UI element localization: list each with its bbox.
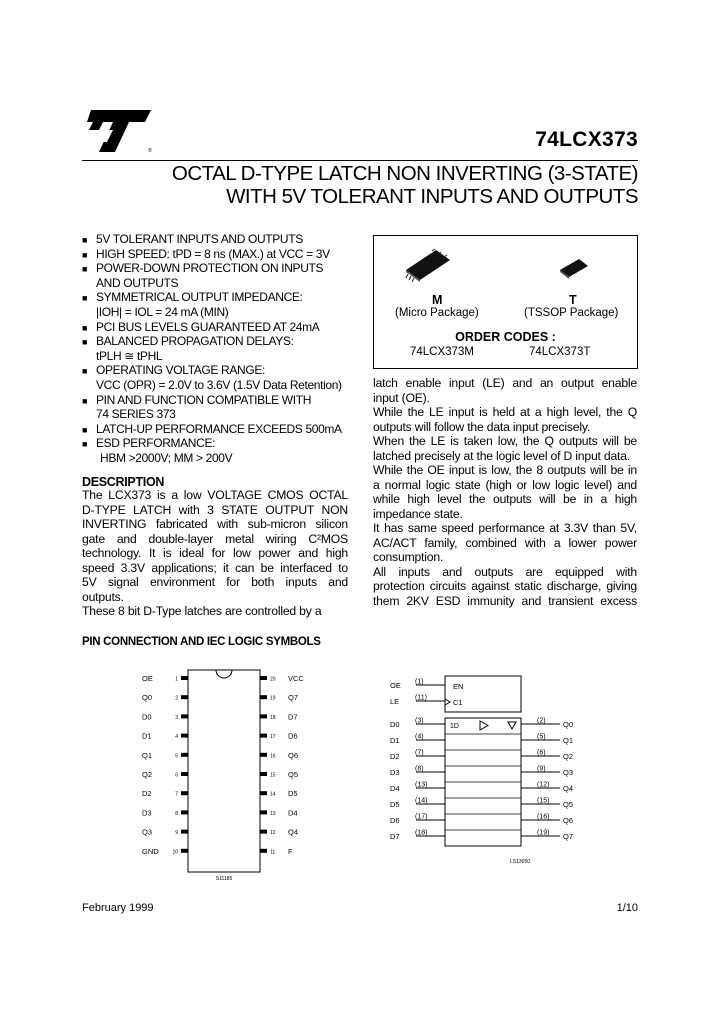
iec-input-label: D5 — [390, 800, 400, 809]
feature-text: OPERATING VOLTAGE RANGE: — [96, 363, 265, 378]
description-line: impedance state. — [373, 506, 463, 521]
dip-left-label: Q1 — [142, 750, 153, 760]
iec-output-label: Q2 — [563, 752, 574, 761]
bullet-icon: ■ — [82, 366, 88, 377]
description-line: protection circuits against static discharge, giving — [373, 579, 637, 593]
footer-page-number: 1/10 — [616, 902, 638, 914]
dip-right-label: D4 — [288, 808, 298, 818]
description-line: 5V signal environment for both inputs and — [82, 575, 348, 589]
order-codes-title: ORDER CODES : — [455, 330, 556, 344]
dip-right-label: Q4 — [288, 827, 299, 837]
dip-left-number: 3 — [175, 714, 178, 721]
description-line: All inputs and outputs are equipped with — [373, 564, 637, 579]
iec-output-number: (19) — [537, 829, 550, 837]
clock-icon — [445, 699, 450, 705]
package-box — [373, 235, 638, 369]
order-code-t: 74LCX373T — [529, 346, 591, 358]
feature-item — [82, 436, 372, 451]
iec-output-number: (15) — [537, 797, 550, 805]
iec-c1-label: C1 — [453, 698, 463, 707]
dip-left-label: OE — [142, 674, 153, 683]
dip-left-number: 1 — [175, 676, 178, 683]
iec-input-label: D0 — [390, 720, 400, 729]
dip-left-number: 10 — [172, 849, 178, 856]
dip-pin-left — [181, 849, 188, 853]
description-line: gate and double-layer metal wiring C²MOS — [82, 531, 348, 546]
description-line: While the OE input is low, the 8 outputs will be in — [373, 463, 637, 477]
description-line: input (OE). — [373, 390, 430, 405]
dip-pin-left — [181, 753, 188, 757]
iec-input-number: (4) — [415, 733, 424, 741]
st-logo — [85, 108, 157, 154]
dip-right-number: 19 — [270, 695, 276, 702]
dip-right-number: 13 — [270, 810, 276, 817]
feature-continuation: VCC (OPR) = 2.0V to 3.6V (1.5V Data Retention) — [96, 377, 342, 392]
feature-text: LATCH-UP PERFORMANCE EXCEEDS 500mA — [96, 421, 342, 436]
iec-input-number: (11) — [415, 694, 427, 702]
feature-item — [82, 334, 372, 349]
description-line: latched precisely at the logic level of D input data. — [373, 448, 631, 463]
bullet-icon: ■ — [82, 395, 88, 406]
dip-right-number: 15 — [270, 772, 276, 779]
iec-output-number: (6) — [537, 749, 546, 757]
feature-item — [82, 290, 372, 305]
iec-input-label: D7 — [390, 832, 400, 841]
iec-input-number: (8) — [415, 765, 424, 773]
svg-text:®: ® — [148, 148, 152, 154]
iec-input-number: (14) — [415, 797, 428, 805]
dip-pin-right — [260, 830, 267, 834]
dip-right-label: D5 — [288, 789, 298, 799]
dip-pin-left — [181, 714, 188, 718]
dip-right-label: Q7 — [288, 693, 299, 703]
dip-right-label: Q6 — [288, 750, 299, 760]
description-line: D-TYPE LATCH with 3 STATE OUTPUT NON — [82, 502, 348, 517]
dip-right-label: D6 — [288, 731, 298, 741]
description-line: It has same speed performance at 3.3V than 5V, — [373, 521, 637, 535]
pin-connection-heading: PIN CONNECTION AND IEC LOGIC SYMBOLS — [82, 636, 321, 648]
dip-notch — [216, 670, 232, 678]
dip-left-label: D1 — [142, 731, 152, 741]
title-line-1: OCTAL D-TYPE LATCH NON INVERTING (3-STATE) — [171, 162, 638, 185]
description-line: AC/ACT family, combined with a lower power — [373, 535, 637, 550]
dip-left-number: 4 — [175, 734, 178, 741]
iec-output-label: Q5 — [563, 800, 574, 809]
iec-output-label: Q0 — [563, 720, 574, 729]
buffer-triangle-icon — [480, 721, 488, 730]
dip-pin-left — [181, 695, 188, 699]
dip-left-label: Q0 — [142, 693, 153, 703]
footer-date: February 1999 — [82, 902, 154, 914]
iec-input-label: OE — [390, 681, 401, 690]
description-line: latch enable input (LE) and an output enable — [373, 376, 637, 390]
description-line: speed 3.3V applications; it can be interfaced to — [82, 560, 348, 575]
iec-output-number: (2) — [537, 717, 546, 725]
iec-input-number: (7) — [415, 749, 424, 757]
package-t-name: (TSSOP Package) — [524, 307, 619, 319]
description-line: When the LE is taken low, the Q outputs will be — [373, 434, 637, 448]
tssop-package-chip-icon — [557, 256, 591, 282]
dip-pin-right — [260, 810, 267, 814]
feature-text: SYMMETRICAL OUTPUT IMPEDANCE: — [96, 290, 303, 305]
dip-right-number: 18 — [270, 714, 276, 721]
dip-body — [188, 670, 260, 872]
bullet-icon: ■ — [82, 322, 88, 333]
feature-list — [82, 232, 372, 466]
dip-left-number: 7 — [175, 791, 178, 798]
iec-en-label: EN — [453, 682, 464, 691]
dip-pin-right — [260, 772, 267, 776]
feature-continuation: AND OUTPUTS — [96, 275, 179, 290]
iec-caption: LS13050 — [509, 859, 531, 865]
header-rule — [82, 160, 638, 161]
iec-output-label: Q1 — [563, 736, 574, 745]
dip-pin-left — [181, 830, 188, 834]
iec-output-number: (9) — [537, 765, 546, 773]
so-package-chip-icon — [402, 248, 454, 284]
feature-continuation: |IOH| = IOL = 24 mA (MIN) — [96, 304, 229, 319]
dip-pin-left — [181, 676, 188, 680]
dip-left-label: GND — [142, 846, 159, 856]
dip-left-label: D0 — [142, 712, 152, 722]
iec-output-label: Q4 — [563, 784, 574, 793]
dip-pin-right — [260, 753, 267, 757]
description-line: them 2KV ESD immunity and transient excess — [373, 593, 637, 608]
iec-output-label: Q7 — [563, 832, 574, 841]
dip-right-number: 20 — [270, 676, 276, 683]
dip-pin-right — [260, 791, 267, 795]
dip-pin-diagram — [140, 666, 320, 886]
dip-left-number: 8 — [175, 810, 178, 817]
dip-pin-right — [260, 734, 267, 738]
dip-right-number: 14 — [270, 791, 276, 798]
description-left-column — [82, 488, 348, 619]
package-m-name: (Micro Package) — [395, 307, 479, 319]
dip-right-label: VCC — [288, 674, 304, 683]
feature-text: PIN AND FUNCTION COMPATIBLE WITH — [96, 392, 312, 407]
dip-right-number: 12 — [270, 830, 276, 837]
iec-input-number: (3) — [415, 717, 424, 725]
dip-pin-left — [181, 810, 188, 814]
feature-item — [82, 422, 372, 437]
bullet-icon: ■ — [82, 337, 88, 348]
iec-input-label: LE — [390, 697, 400, 706]
order-code-m: 74LCX373M — [410, 346, 474, 358]
feature-text: HIGH SPEED: tPD = 8 ns (MAX.) at VCC = 3V — [96, 246, 330, 261]
dip-pin-right — [260, 676, 267, 680]
description-line: The LCX373 is a low VOLTAGE CMOS OCTAL — [82, 488, 348, 502]
dip-left-number: 5 — [175, 753, 178, 760]
description-right-column — [373, 376, 637, 608]
feature-item — [82, 363, 372, 378]
feature-text: PCI BUS LEVELS GUARANTEED AT 24mA — [96, 319, 320, 334]
three-state-icon — [508, 722, 516, 729]
bullet-icon: ■ — [82, 293, 88, 304]
bullet-icon: ■ — [82, 424, 88, 435]
iec-input-number: (13) — [415, 781, 428, 789]
bullet-icon: ■ — [82, 249, 88, 260]
description-line: While the LE input is held at a high level, the Q — [373, 405, 637, 419]
iec-1d-label: 1D — [450, 723, 459, 730]
iec-output-label: Q3 — [563, 768, 574, 777]
description-line: outputs will follow the data input precisely. — [373, 419, 591, 434]
iec-input-label: D1 — [390, 736, 400, 745]
dip-right-label: F — [288, 846, 293, 856]
description-line: a normal logic state (high or low logic level) and — [373, 477, 637, 492]
dip-right-label: D7 — [288, 712, 298, 722]
iec-input-number: (17) — [415, 813, 428, 821]
dip-pin-right — [260, 849, 267, 853]
bullet-icon: ■ — [82, 439, 88, 450]
dip-pin-left — [181, 772, 188, 776]
feature-continuation: tPLH ≅ tPHL — [96, 348, 163, 363]
dip-pin-left — [181, 734, 188, 738]
dip-left-label: D3 — [142, 808, 152, 818]
iec-logic-symbol — [370, 668, 600, 888]
title-line-2: WITH 5V TOLERANT INPUTS AND OUTPUTS — [226, 185, 638, 208]
iec-output-number: (12) — [537, 781, 550, 789]
iec-input-label: D6 — [390, 816, 400, 825]
feature-continuation: HBM >2000V; MM > 200V — [100, 450, 233, 465]
package-m-letter: M — [432, 293, 443, 307]
dip-right-number: 11 — [270, 849, 276, 856]
feature-item — [82, 247, 372, 262]
iec-input-label: D3 — [390, 768, 400, 777]
iec-output-number: (16) — [537, 813, 550, 821]
dip-pin-left — [181, 791, 188, 795]
feature-item — [82, 261, 372, 276]
feature-item — [82, 320, 372, 335]
dip-right-label: Q5 — [288, 770, 299, 779]
feature-text: POWER-DOWN PROTECTION ON INPUTS — [96, 261, 324, 276]
dip-left-label: D2 — [142, 789, 152, 799]
feature-text: ESD PERFORMANCE: — [96, 436, 216, 451]
feature-continuation: 74 SERIES 373 — [96, 407, 176, 422]
dip-left-number: 9 — [175, 830, 178, 837]
iec-input-label: D4 — [390, 784, 400, 793]
package-t-letter: T — [569, 293, 577, 307]
dip-pin-right — [260, 695, 267, 699]
bullet-icon: ■ — [82, 235, 88, 245]
description-line: technology. It is ideal for low power and high — [82, 546, 348, 560]
dip-pin-right — [260, 714, 267, 718]
dip-right-number: 17 — [270, 734, 276, 741]
dip-left-label: Q3 — [142, 827, 153, 837]
part-number: 74LCX373 — [535, 128, 638, 151]
description-line: consumption. — [373, 550, 444, 564]
dip-caption: S11185 — [215, 876, 233, 882]
feature-text: BALANCED PROPAGATION DELAYS: — [96, 334, 294, 349]
description-line: while high level the outputs will be in a high — [373, 492, 637, 506]
feature-item — [82, 393, 372, 408]
description-line: INVERTING fabricated with sub-micron silicon — [82, 517, 348, 531]
feature-text: 5V TOLERANT INPUTS AND OUTPUTS — [96, 232, 303, 246]
dip-left-label: Q2 — [142, 770, 153, 779]
iec-input-number: (1) — [415, 678, 424, 686]
bullet-icon: ■ — [82, 264, 88, 275]
dip-left-number: 6 — [175, 772, 178, 779]
dip-left-number: 2 — [175, 695, 178, 702]
description-heading: DESCRIPTION — [82, 475, 165, 489]
description-line: These 8 bit D-Type latches are controlled by a — [82, 604, 322, 618]
feature-item — [82, 232, 372, 247]
iec-output-number: (5) — [537, 733, 546, 741]
iec-input-label: D2 — [390, 752, 400, 761]
dip-right-number: 16 — [270, 753, 276, 760]
iec-output-label: Q6 — [563, 816, 574, 825]
description-line: outputs. — [82, 589, 124, 604]
iec-input-number: (18) — [415, 829, 428, 837]
